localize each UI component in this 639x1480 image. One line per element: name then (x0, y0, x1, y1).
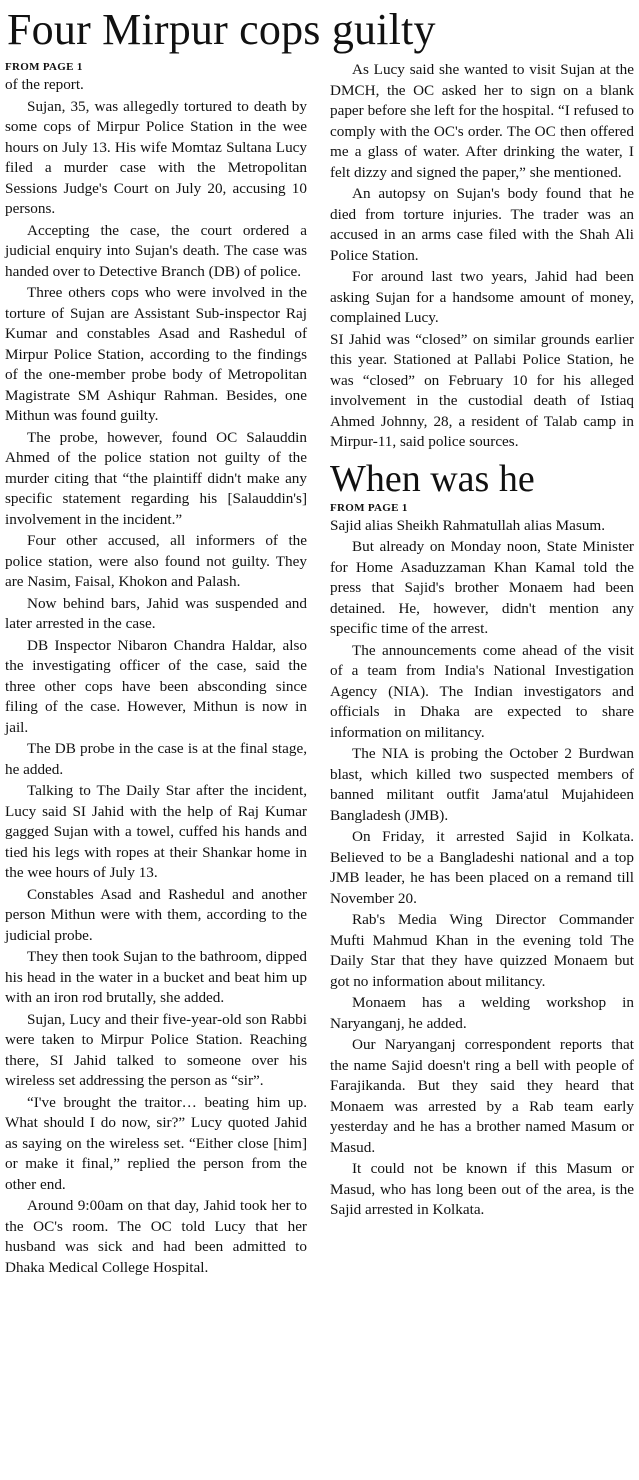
article-paragraph: It could not be known if this Masum or Masud, who has long been out of the area, is the Sajid arrested in Kolkata. (330, 1160, 634, 1218)
article-paragraph: DB Inspector Nibaron Chandra Haldar, also the investigating officer of the case, said the three other cops have been absconding since filing of the case. However, Mithun is now in jail. (5, 636, 307, 736)
article-paragraph: SI Jahid was “closed” on similar grounds earlier this year. Stationed at Pallabi Police Station, he was “closed” on February 10 for his alleged involvement in the custodial death of Istiaq Ahmed Johnny, 28, a resident of Talab camp in Mirpur-11, said police sources. (330, 330, 634, 450)
article-paragraph: of the report. (5, 76, 84, 93)
continued-from-kicker: FROM PAGE 1 (330, 501, 408, 514)
article-paragraph: An autopsy on Sujan's body found that he died from torture injuries. The trader was an accused in an arms case filed with the Shah Ali Police Station. (330, 185, 634, 264)
article-paragraph: Sajid alias Sheikh Rahmatullah alias Masum. (330, 516, 606, 534)
article-paragraph: Monaem has a welding workshop in Naryanganj, he added. (330, 994, 634, 1032)
article-paragraph: Three others cops who were involved in the torture of Sujan are Assistant Sub-inspector Raj Kumar and constables Asad and Rashedul of Mirpur Police Station, according to the findings of the one-member probe body of Metropolitan Magistrate SM Ashiqur Rahman. Besides, one Mithun was found guilty. (5, 284, 307, 424)
article-paragraph: For around last two years, Jahid had been asking Sujan for a handsome amount of money, complained Lucy. (330, 268, 634, 326)
article-paragraph: Accepting the case, the court ordered a judicial enquiry into Sujan's death. The case was handed over to Detective Branch (DB) of police. (5, 221, 307, 280)
second-story-headline: When was he (330, 457, 535, 500)
article-paragraph: “I've brought the traitor… beating him up. What should I do now, sir?” Lucy quoted Jahid as saying on the wireless set. “Either close [him] or make it final,” replied the person from the other end. (5, 1093, 307, 1193)
article-paragraph: On Friday, it arrested Sajid in Kolkata. Believed to be a Bangladeshi national and a top JMB leader, he has been placed on a remand till November 20. (330, 828, 634, 907)
article-paragraph: The DB probe in the case is at the final stage, he added. (5, 740, 307, 778)
article-paragraph: The announcements come ahead of the visit of a team from India's National Investigation Agency (NIA). The Indian investigators and officials in Dhaka are expected to share information on militancy. (330, 641, 634, 741)
newspaper-page (0, 4, 639, 1480)
article-paragraph: Around 9:00am on that day, Jahid took her to the OC's room. The OC told Lucy that her husband was sick and had been admitted to Dhaka Medical College Hospital. (5, 1197, 307, 1276)
article-paragraph: Our Naryanganj correspondent reports that the name Sajid doesn't ring a bell with people of Farajikanda. But they said they heard that Monaem was arrested by a Rab team early yesterday and he has a brother named Masum or Masud. (330, 1036, 634, 1156)
article-paragraph: But already on Monday noon, State Minister for Home Asaduzzaman Khan Kamal told the press that Sajid's brother Monaem had been detained. He, however, didn't mention any specific time of the arrest. (330, 538, 634, 637)
left-column (5, 60, 307, 1279)
main-headline: Four Mirpur cops guilty (7, 5, 436, 54)
article-paragraph: Talking to The Daily Star after the incident, Lucy said SI Jahid with the help of Raj Kumar gagged Sujan with a towel, cuffed his hands and tied his legs with ropes at their Shankar home in the wee hours of July 13. (5, 782, 307, 881)
article-columns (5, 60, 634, 1279)
article-paragraph: Now behind bars, Jahid was suspended and later arrested in the case. (5, 594, 307, 632)
article-paragraph: Sujan, Lucy and their five-year-old son Rabbi were taken to Mirpur Police Station. Reaching there, SI Jahid talked to someone over his wireless set addressing the person as “sir”. (5, 1010, 307, 1089)
article-paragraph: The NIA is probing the October 2 Burdwan blast, which killed two suspected members of banned militant outfit Jama'atul Mujahideen Bangladesh (JMB). (330, 745, 634, 824)
article-paragraph: Sujan, 35, was allegedly tortured to death by some cops of Mirpur Police Station in the wee hours on July 13. His wife Momtaz Sultana Lucy filed a murder case with the Metropolitan Sessions Judge's Court on July 20, accusing 10 persons. (5, 97, 307, 217)
continued-from-kicker: FROM PAGE 1 (5, 61, 83, 73)
article-paragraph: Four other accused, all informers of the police station, were also found not guilty. They are Nasim, Faisal, Khokon and Palash. (5, 532, 307, 590)
article-paragraph: Rab's Media Wing Director Commander Mufti Mahmud Khan in the evening told The Daily Star that they have quizzed Monaem but got no information about militancy. (330, 911, 634, 990)
article-paragraph: Constables Asad and Rashedul and another person Mithun were with them, according to the judicial probe. (5, 885, 307, 944)
article-paragraph: The probe, however, found OC Salauddin Ahmed of the police station not guilty of the murder citing that “the plaintiff didn't make any specific statement regarding his [Salauddin's] involvement in the incident.” (5, 428, 307, 528)
right-column (330, 60, 634, 1279)
article-paragraph: They then took Sujan to the bathroom, dipped his head in the water in a bucket and beat him up with an iron rod brutally, she added. (5, 948, 307, 1006)
article-paragraph: As Lucy said she wanted to visit Sujan at the DMCH, the OC asked her to sign on a blank paper before she left for the hospital. “I refused to comply with the OC's order. The OC then offered me a glass of water. After drinking the water, I felt dizzy and signed the paper,” she mentioned. (330, 61, 634, 181)
